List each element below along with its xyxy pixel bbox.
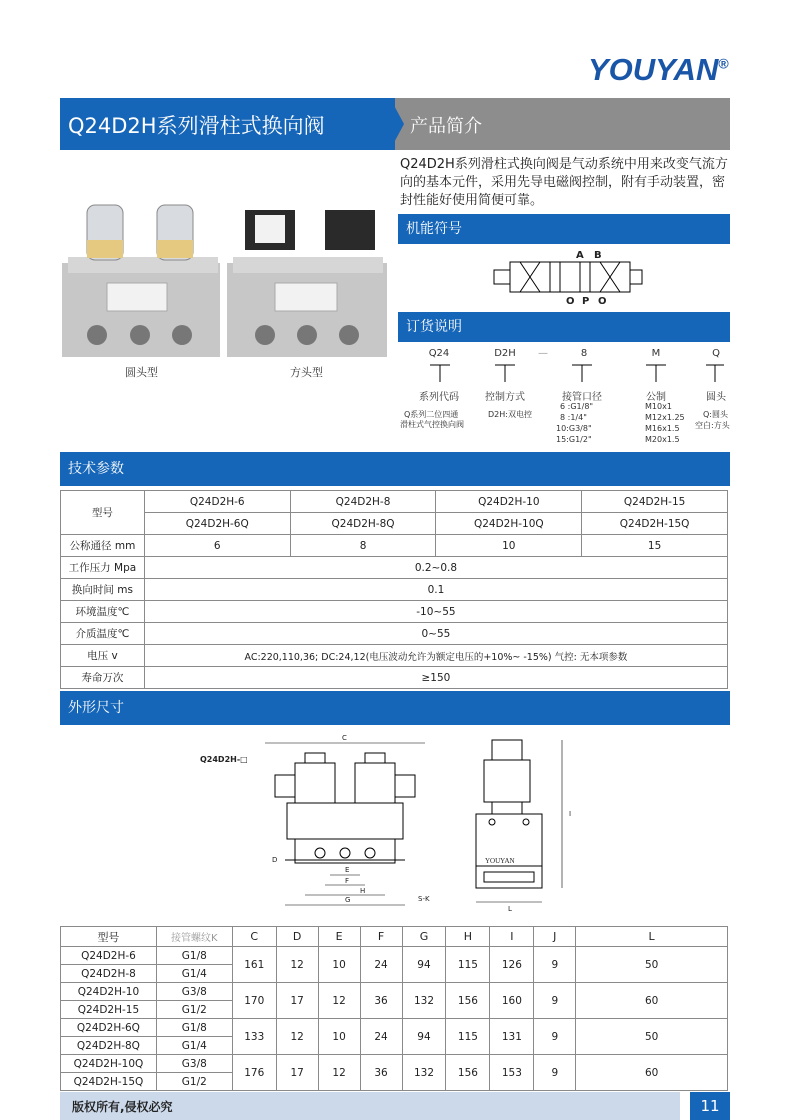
intro-text: Q24D2H系列滑柱式换向阀是气动系统中用来改变气流方向的基本元件，采用先导电磁阀控制，附有手动装置，密封性能好使用简便可靠。 xyxy=(400,157,728,208)
dims-c: 133 xyxy=(232,1019,276,1055)
order-label-control: 控制方式 xyxy=(485,392,525,403)
order-code-metric: M xyxy=(651,348,661,359)
dims-thread: G1/2 xyxy=(156,1001,232,1019)
dims-d: 17 xyxy=(276,983,318,1019)
order-code-head: Q xyxy=(712,348,720,359)
dims-l: 60 xyxy=(576,1055,728,1091)
side-drawing xyxy=(462,730,577,920)
order-desc-control: D2H:双电控 xyxy=(488,410,532,419)
dims-header: F xyxy=(360,927,402,947)
tech-diameter: 8 xyxy=(290,535,436,557)
dims-model: Q24D2H-8Q xyxy=(61,1037,157,1055)
dims-header: E xyxy=(318,927,360,947)
tech-model-q: Q24D2H-15Q xyxy=(582,513,728,535)
tech-model-q: Q24D2H-8Q xyxy=(290,513,436,535)
dim-letter-i: I xyxy=(569,810,572,818)
dims-j: 9 xyxy=(534,1055,576,1091)
dims-g: 94 xyxy=(402,947,446,983)
dims-model: Q24D2H-15 xyxy=(61,1001,157,1019)
dims-header: H xyxy=(446,927,490,947)
order-code-dash: — xyxy=(538,348,548,359)
order-metric-3: M20x1.5 xyxy=(645,435,680,444)
product-image-round xyxy=(62,195,222,357)
dims-f: 24 xyxy=(360,947,402,983)
dim-letter-l: L xyxy=(508,905,512,913)
dims-thread: G1/8 xyxy=(156,1019,232,1037)
tech-diameter: 10 xyxy=(436,535,582,557)
order-metric-0: M10x1 xyxy=(645,402,672,411)
dims-j: 9 xyxy=(534,1019,576,1055)
order-port-3: 15:G1/2" xyxy=(556,435,592,444)
dims-g: 132 xyxy=(402,1055,446,1091)
table-row xyxy=(61,983,728,1001)
order-desc-series-1: Q系列二位四通 xyxy=(404,410,459,419)
tech-voltage-label: 电压 v xyxy=(61,645,145,667)
table-row xyxy=(61,513,728,535)
tech-ambient: -10~55 xyxy=(144,601,727,623)
dim-letter-d: D xyxy=(272,856,278,864)
table-row xyxy=(61,645,728,667)
dims-header: D xyxy=(276,927,318,947)
side-plate-text: YOUYAN xyxy=(485,857,515,865)
tech-life-label: 寿命万次 xyxy=(61,667,145,689)
tech-model: Q24D2H-6 xyxy=(144,491,290,513)
dims-model: Q24D2H-15Q xyxy=(61,1073,157,1091)
order-code-series: Q24 xyxy=(428,348,450,359)
table-row xyxy=(61,601,728,623)
dims-d: 12 xyxy=(276,947,318,983)
order-metric-1: M12x1.25 xyxy=(645,413,685,422)
dims-model: Q24D2H-6Q xyxy=(61,1019,157,1037)
dims-thread: G3/8 xyxy=(156,983,232,1001)
dims-header: L xyxy=(576,927,728,947)
table-row xyxy=(61,557,728,579)
tech-pressure: 0.2~0.8 xyxy=(144,557,727,579)
section-title-outline: 外形尺寸 xyxy=(60,691,730,725)
dims-f: 36 xyxy=(360,983,402,1019)
page-title: Q24D2H系列滑柱式换向阀 xyxy=(68,114,325,138)
dims-d: 17 xyxy=(276,1055,318,1091)
dim-letter-sk: S-K xyxy=(418,895,430,903)
page-number: 11 xyxy=(690,1092,730,1120)
tech-diameter: 15 xyxy=(582,535,728,557)
order-port-0: 6 :G1/8" xyxy=(560,402,594,411)
tech-model-q: Q24D2H-10Q xyxy=(436,513,582,535)
dim-letter-e: E xyxy=(345,866,350,874)
tech-diameter: 6 xyxy=(144,535,290,557)
tech-switch: 0.1 xyxy=(144,579,727,601)
dims-thread: G1/4 xyxy=(156,965,232,983)
dims-e: 10 xyxy=(318,947,360,983)
dim-letter-f: F xyxy=(345,877,350,885)
table-row xyxy=(61,1055,728,1073)
dims-header: J xyxy=(534,927,576,947)
port-a-label: A xyxy=(576,250,584,261)
order-label-port: 接管口径 xyxy=(562,392,602,403)
port-o1-label: O xyxy=(566,296,575,307)
front-drawing xyxy=(265,735,425,920)
port-p-label: P xyxy=(582,296,590,307)
tech-switch-label: 换向时间 ms xyxy=(61,579,145,601)
dims-c: 170 xyxy=(232,983,276,1019)
order-code-control: D2H xyxy=(494,348,516,359)
tech-table xyxy=(60,490,728,689)
order-label-metric: 公制 xyxy=(646,392,666,403)
table-row xyxy=(61,579,728,601)
dims-thread: G3/8 xyxy=(156,1055,232,1073)
dims-l: 50 xyxy=(576,947,728,983)
order-port-2: 10:G3/8" xyxy=(556,424,592,433)
table-row xyxy=(61,623,728,645)
section-title-tech: 技术参数 xyxy=(60,452,730,486)
dims-thread: G1/2 xyxy=(156,1073,232,1091)
dim-letter-h: H xyxy=(360,887,366,895)
order-head-1: Q:圆头 xyxy=(703,410,728,419)
dims-f: 36 xyxy=(360,1055,402,1091)
dims-l: 60 xyxy=(576,983,728,1019)
dims-i: 153 xyxy=(490,1055,534,1091)
tech-pressure-label: 工作压力 Mpa xyxy=(61,557,145,579)
caption-round: 圆头型 xyxy=(125,366,158,379)
port-b-label: B xyxy=(594,250,602,261)
tech-medium: 0~55 xyxy=(144,623,727,645)
dims-g: 132 xyxy=(402,983,446,1019)
drawing-label: Q24D2H-□ xyxy=(200,755,248,764)
brand-logo: YOUYAN® xyxy=(588,52,729,87)
dims-model: Q24D2H-8 xyxy=(61,965,157,983)
dims-j: 9 xyxy=(534,983,576,1019)
dims-thread: G1/8 xyxy=(156,947,232,965)
table-row xyxy=(61,947,728,965)
table-row xyxy=(61,667,728,689)
section-title-intro: 产品简介 xyxy=(410,116,482,137)
section-title-symbol: 机能符号 xyxy=(398,214,730,244)
dims-e: 10 xyxy=(318,1019,360,1055)
order-desc-series-2: 滑柱式气控换向阀 xyxy=(400,420,464,429)
tech-ambient-label: 环境温度℃ xyxy=(61,601,145,623)
dims-header: 接管螺纹K xyxy=(156,927,232,947)
dims-i: 160 xyxy=(490,983,534,1019)
dims-header-row xyxy=(61,927,728,947)
product-image-square xyxy=(225,195,390,357)
order-lines xyxy=(420,362,730,384)
dims-h: 115 xyxy=(446,947,490,983)
dims-header: 型号 xyxy=(61,927,157,947)
dims-thread: G1/4 xyxy=(156,1037,232,1055)
footer-copyright: 版权所有,侵权必究 xyxy=(72,1100,173,1114)
dims-table xyxy=(60,926,728,1091)
order-metric-2: M16x1.5 xyxy=(645,424,680,433)
dims-header: C xyxy=(232,927,276,947)
table-row xyxy=(61,491,728,513)
table-row xyxy=(61,1019,728,1037)
dims-h: 156 xyxy=(446,1055,490,1091)
dims-h: 156 xyxy=(446,983,490,1019)
dims-e: 12 xyxy=(318,1055,360,1091)
order-head-2: 空白:方头 xyxy=(695,421,730,430)
tech-model: Q24D2H-15 xyxy=(582,491,728,513)
dims-e: 12 xyxy=(318,983,360,1019)
tech-model-label: 型号 xyxy=(61,491,145,535)
tech-model: Q24D2H-10 xyxy=(436,491,582,513)
dims-header: I xyxy=(490,927,534,947)
table-row xyxy=(61,535,728,557)
order-label-head: 圆头 xyxy=(706,392,726,403)
section-title-order: 订货说明 xyxy=(398,312,730,342)
dims-d: 12 xyxy=(276,1019,318,1055)
dims-model: Q24D2H-6 xyxy=(61,947,157,965)
order-port-1: 8 :1/4" xyxy=(560,413,587,422)
dims-g: 94 xyxy=(402,1019,446,1055)
dims-c: 161 xyxy=(232,947,276,983)
order-label-series: 系列代码 xyxy=(419,392,459,403)
dims-model: Q24D2H-10Q xyxy=(61,1055,157,1073)
dims-c: 176 xyxy=(232,1055,276,1091)
port-o2-label: O xyxy=(598,296,607,307)
dims-header: G xyxy=(402,927,446,947)
tech-model: Q24D2H-8 xyxy=(290,491,436,513)
dims-j: 9 xyxy=(534,947,576,983)
tech-medium-label: 介质温度℃ xyxy=(61,623,145,645)
tech-life: ≥150 xyxy=(144,667,727,689)
tech-diameter-label: 公称通径 mm xyxy=(61,535,145,557)
dim-letter-c: C xyxy=(342,734,347,742)
dims-i: 126 xyxy=(490,947,534,983)
dims-h: 115 xyxy=(446,1019,490,1055)
dims-f: 24 xyxy=(360,1019,402,1055)
tech-voltage: AC:220,110,36; DC:24,12(电压波动允许为额定电压的+10%~ -15%) 气控: 无本项参数 xyxy=(144,645,727,667)
caption-square: 方头型 xyxy=(290,366,323,379)
dims-l: 50 xyxy=(576,1019,728,1055)
dims-model: Q24D2H-10 xyxy=(61,983,157,1001)
tech-model-q: Q24D2H-6Q xyxy=(144,513,290,535)
header-notch xyxy=(390,98,404,150)
order-code-port: 8 xyxy=(580,348,588,359)
dim-letter-g: G xyxy=(345,896,351,904)
dims-i: 131 xyxy=(490,1019,534,1055)
